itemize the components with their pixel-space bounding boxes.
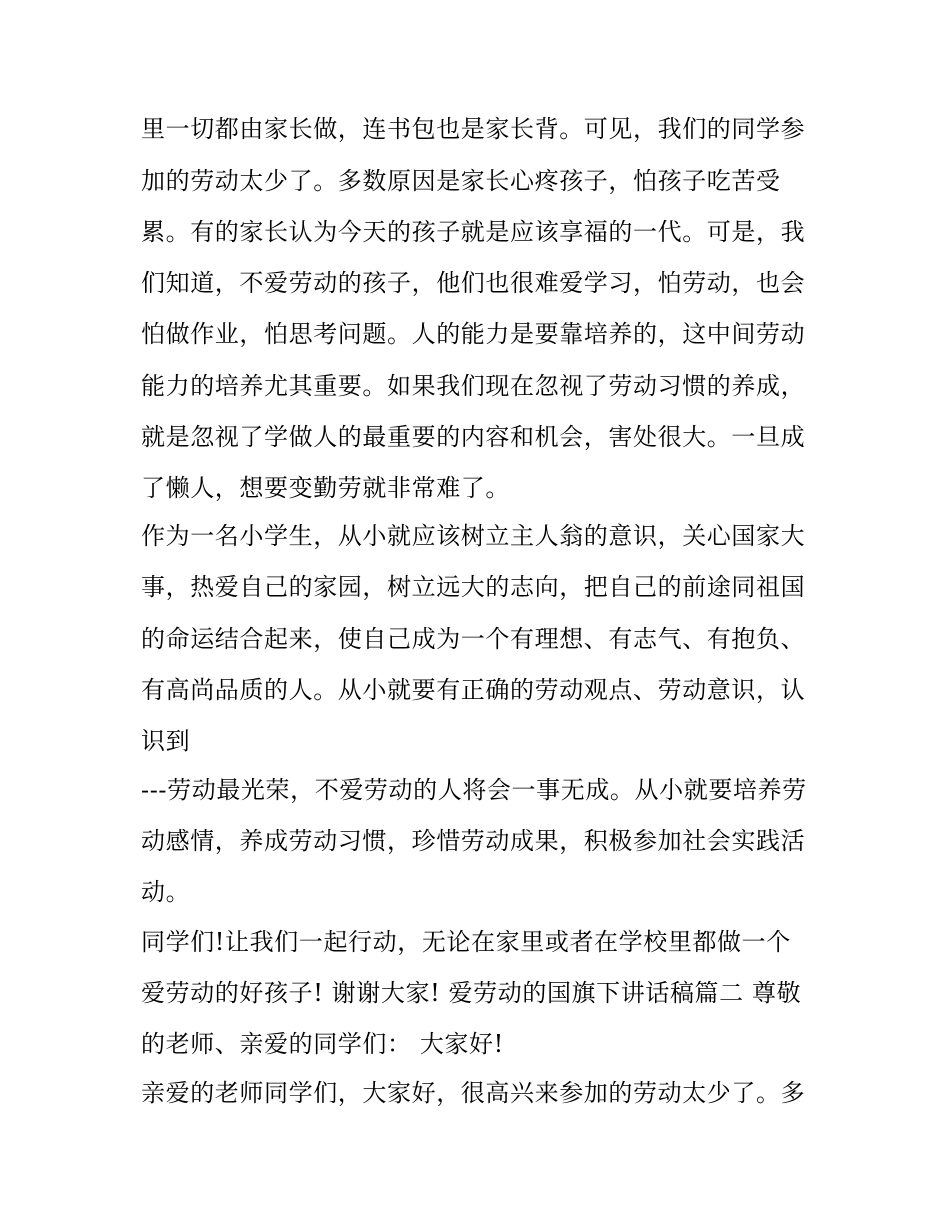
- text-line: 爱劳动的好孩子! 谢谢大家! 爱劳动的国旗下讲话稿篇二 尊敬: [141, 979, 802, 1007]
- text-line: 们知道，不爱劳动的孩子，他们也很难爱学习，怕劳动，也会: [141, 269, 806, 297]
- text-line: 能力的培养尤其重要。如果我们现在忽视了劳动习惯的养成，: [141, 372, 806, 400]
- text-line: 同学们!让我们一起行动，无论在家里或者在学校里都做一个: [141, 928, 791, 956]
- text-line: 里一切都由家长做，连书包也是家长背。可见，我们的同学参: [141, 115, 806, 143]
- text-line: 动。: [141, 878, 191, 906]
- text-line: 了懒人，想要变勤劳就非常难了。: [141, 474, 510, 502]
- text-line: 怕做作业，怕思考问题。人的能力是要靠培养的，这中间劳动: [141, 320, 806, 348]
- text-line: 累。有的家长认为今天的孩子就是应该享福的一代。可是，我: [141, 218, 806, 246]
- text-line: 有高尚品质的人。从小就要有正确的劳动观点、劳动意识，认: [141, 676, 806, 704]
- text-line: 加的劳动太少了。多数原因是家长心疼孩子，怕孩子吃苦受: [141, 167, 781, 195]
- text-line: 识到: [141, 727, 191, 755]
- text-line: 事，热爱自己的家园，树立远大的志向，把自己的前途同祖国: [141, 573, 806, 601]
- text-line: 动感情，养成劳动习惯，珍惜劳动成果，积极参加社会实践活: [141, 827, 806, 855]
- text-line: ---劳动最光荣，不爱劳动的人将会一事无成。从小就要培养劳: [141, 776, 807, 804]
- text-line: 的老师、亲爱的同学们： 大家好!: [141, 1030, 504, 1058]
- text-line: 就是忽视了学做人的最重要的内容和机会，害处很大。一旦成: [141, 423, 806, 451]
- text-line: 作为一名小学生，从小就应该树立主人翁的意识，关心国家大: [141, 522, 806, 550]
- text-line: 的命运结合起来，使自己成为一个有理想、有志气、有抱负、: [141, 625, 806, 653]
- text-line: 亲爱的老师同学们，大家好，很高兴来参加的劳动太少了。多: [141, 1079, 806, 1107]
